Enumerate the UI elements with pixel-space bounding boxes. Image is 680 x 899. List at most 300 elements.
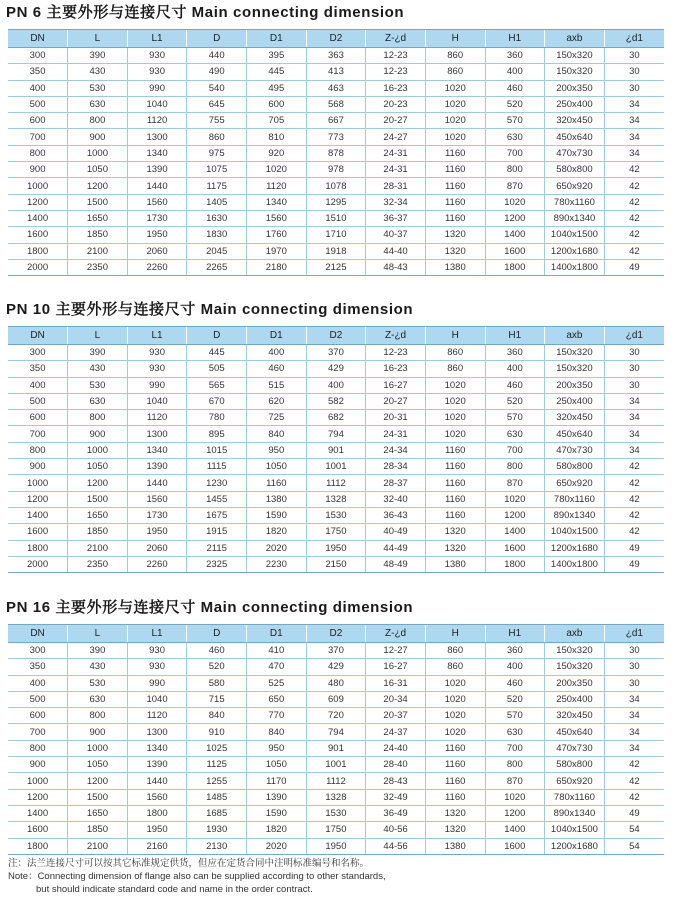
table-cell: 2180 [247, 259, 307, 275]
table-cell: 810 [247, 129, 307, 145]
table-row [8, 162, 664, 178]
table-row [8, 64, 664, 80]
table-cell: 2150 [306, 556, 366, 572]
table-cell: 1328 [306, 491, 366, 507]
table-cell: 1160 [425, 442, 485, 458]
table-row [8, 96, 664, 112]
table-cell: 650x920 [545, 773, 605, 789]
table-row [8, 361, 664, 377]
table-cell: 800 [8, 442, 68, 458]
table-cell: 150x320 [545, 48, 605, 64]
table-cell: 800 [68, 410, 128, 426]
table-cell: 520 [485, 96, 545, 112]
table-row [8, 259, 664, 275]
table-cell: 900 [8, 459, 68, 475]
table-cell: 645 [187, 96, 247, 112]
table-cell: 300 [8, 48, 68, 64]
table-cell: 1600 [485, 540, 545, 556]
table-cell: 800 [485, 162, 545, 178]
table-cell: 870 [485, 773, 545, 789]
table-cell: 890x1340 [545, 210, 605, 226]
table-cell: 978 [306, 162, 366, 178]
table-cell: 1040x1500 [545, 822, 605, 838]
table-cell: 28-31 [366, 178, 426, 194]
table-cell: 1500 [68, 789, 128, 805]
table-cell: 1800 [485, 259, 545, 275]
table-cell: 20-27 [366, 393, 426, 409]
table-cell: 1020 [425, 426, 485, 442]
table-row [8, 442, 664, 458]
table-cell: 1650 [68, 507, 128, 523]
table-cell: 440 [187, 48, 247, 64]
table-cell: 150x320 [545, 659, 605, 675]
column-header: D2 [306, 625, 366, 643]
table-cell: 1115 [187, 459, 247, 475]
table-cell: 1320 [425, 805, 485, 821]
table-cell: 12-23 [366, 48, 426, 64]
dimension-table [8, 326, 664, 573]
table-row [8, 178, 664, 194]
table-cell: 530 [68, 675, 128, 691]
note-en-line1: Note：Connecting dimension of flange also can be supplied according to other standards, [8, 871, 386, 882]
table-cell: 890x1340 [545, 805, 605, 821]
table-cell: 1510 [306, 210, 366, 226]
table-cell: 720 [306, 708, 366, 724]
table-cell: 650x920 [545, 178, 605, 194]
table-cell: 570 [485, 113, 545, 129]
table-cell: 30 [604, 64, 664, 80]
table-row [8, 194, 664, 210]
table-cell: 1112 [306, 773, 366, 789]
table-cell: 1040 [127, 393, 187, 409]
table-cell: 1850 [68, 822, 128, 838]
column-header: D [187, 30, 247, 48]
table-row [8, 210, 664, 226]
table-cell: 2000 [8, 556, 68, 572]
table-cell: 1160 [425, 194, 485, 210]
table-cell: 400 [247, 345, 307, 361]
table-cell: 1020 [425, 80, 485, 96]
table-cell: 667 [306, 113, 366, 129]
table-row [8, 113, 664, 129]
table-cell: 840 [247, 426, 307, 442]
table-cell: 445 [247, 64, 307, 80]
table-cell: 1200x1680 [545, 540, 605, 556]
table-cell: 495 [247, 80, 307, 96]
table-cell: 1200 [8, 789, 68, 805]
table-cell: 1340 [127, 740, 187, 756]
table-cell: 950 [247, 740, 307, 756]
table-cell: 565 [187, 377, 247, 393]
table-cell: 1390 [127, 757, 187, 773]
table-cell: 42 [604, 507, 664, 523]
table-cell: 780 [187, 410, 247, 426]
table-cell: 400 [306, 377, 366, 393]
table-cell: 800 [8, 740, 68, 756]
table-cell: 430 [68, 64, 128, 80]
table-cell: 525 [247, 675, 307, 691]
table-cell: 1078 [306, 178, 366, 194]
table-row [8, 540, 664, 556]
table-cell: 250x400 [545, 691, 605, 707]
table-cell: 450x640 [545, 129, 605, 145]
table-cell: 505 [187, 361, 247, 377]
table-cell: 24-34 [366, 442, 426, 458]
column-header: ¿d1 [604, 30, 664, 48]
table-cell: 570 [485, 410, 545, 426]
table-cell: 1020 [485, 789, 545, 805]
table-cell: 1650 [68, 805, 128, 821]
table-cell: 540 [187, 80, 247, 96]
table-cell: 1300 [127, 426, 187, 442]
table-row [8, 675, 664, 691]
table-cell: 370 [306, 643, 366, 659]
table-cell: 900 [8, 757, 68, 773]
table-cell: 350 [8, 64, 68, 80]
table-cell: 24-31 [366, 426, 426, 442]
table-cell: 28-34 [366, 459, 426, 475]
table-cell: 650 [247, 691, 307, 707]
table-cell: 1160 [425, 740, 485, 756]
table-cell: 2000 [8, 259, 68, 275]
table-row [8, 691, 664, 707]
table-cell: 42 [604, 194, 664, 210]
table-cell: 32-49 [366, 789, 426, 805]
section-title: PN 16 主要外形与连接尺寸 Main connecting dimension [6, 599, 414, 616]
table-cell: 30 [604, 48, 664, 64]
column-header: DN [8, 625, 68, 643]
table-cell: 1340 [247, 194, 307, 210]
table-cell: 1020 [425, 377, 485, 393]
table-cell: 1950 [306, 540, 366, 556]
column-header: Z-¿d [366, 327, 426, 345]
table-cell: 1320 [425, 243, 485, 259]
table-cell: 1950 [306, 838, 366, 854]
table-cell: 1200 [8, 194, 68, 210]
table-cell: 34 [604, 96, 664, 112]
table-cell: 901 [306, 740, 366, 756]
table-cell: 930 [127, 361, 187, 377]
table-cell: 1160 [425, 491, 485, 507]
table-cell: 1050 [68, 757, 128, 773]
table-row [8, 145, 664, 161]
table-cell: 1530 [306, 805, 366, 821]
column-header: L1 [127, 30, 187, 48]
table-cell: 1320 [425, 524, 485, 540]
table-cell: 1800 [485, 556, 545, 572]
table-cell: 1800 [127, 805, 187, 821]
table-cell: 49 [604, 556, 664, 572]
table-cell: 460 [187, 643, 247, 659]
table-cell: 34 [604, 145, 664, 161]
table-cell: 1200x1680 [545, 243, 605, 259]
table-cell: 1075 [187, 162, 247, 178]
table-cell: 1380 [425, 838, 485, 854]
table-cell: 700 [8, 426, 68, 442]
table-cell: 860 [425, 48, 485, 64]
table-cell: 460 [485, 80, 545, 96]
table-cell: 1730 [127, 210, 187, 226]
table-cell: 878 [306, 145, 366, 161]
table-cell: 16-27 [366, 659, 426, 675]
table-cell: 150x320 [545, 361, 605, 377]
column-header: L [68, 327, 128, 345]
table-cell: 2020 [247, 838, 307, 854]
column-header: D [187, 625, 247, 643]
table-cell: 500 [8, 96, 68, 112]
table-cell: 609 [306, 691, 366, 707]
table-cell: 1970 [247, 243, 307, 259]
table-cell: 34 [604, 442, 664, 458]
table-cell: 630 [68, 393, 128, 409]
table-cell: 530 [68, 377, 128, 393]
table-cell: 1750 [306, 822, 366, 838]
column-header: DN [8, 30, 68, 48]
table-cell: 390 [68, 643, 128, 659]
table-cell: 930 [127, 659, 187, 675]
table-cell: 36-43 [366, 507, 426, 523]
table-cell: 794 [306, 724, 366, 740]
column-header: L [68, 625, 128, 643]
table-cell: 30 [604, 361, 664, 377]
table-cell: 34 [604, 410, 664, 426]
table-row [8, 243, 664, 259]
table-cell: 1800 [8, 540, 68, 556]
table-cell: 12-23 [366, 345, 426, 361]
table-cell: 300 [8, 345, 68, 361]
table-cell: 800 [485, 459, 545, 475]
table-cell: 1400 [485, 524, 545, 540]
table-cell: 42 [604, 757, 664, 773]
table-cell: 860 [425, 361, 485, 377]
table-cell: 400 [8, 675, 68, 691]
column-header: L [68, 30, 128, 48]
table-cell: 1255 [187, 773, 247, 789]
table-cell: 2100 [68, 540, 128, 556]
table-cell: 395 [247, 48, 307, 64]
table-cell: 2020 [247, 540, 307, 556]
table-cell: 1160 [425, 459, 485, 475]
table-cell: 860 [187, 129, 247, 145]
table-cell: 2115 [187, 540, 247, 556]
table-cell: 580x800 [545, 162, 605, 178]
table-cell: 1000 [68, 740, 128, 756]
section-title: PN 10 主要外形与连接尺寸 Main connecting dimension [6, 301, 414, 318]
table-cell: 1918 [306, 243, 366, 259]
table-cell: 1560 [127, 491, 187, 507]
table-row [8, 377, 664, 393]
table-cell: 500 [8, 393, 68, 409]
table-cell: 580x800 [545, 757, 605, 773]
table-cell: 42 [604, 178, 664, 194]
header-row [8, 327, 664, 345]
dimension-table [8, 624, 664, 855]
table-cell: 930 [127, 48, 187, 64]
table-cell: 570 [485, 708, 545, 724]
column-header: Z-¿d [366, 625, 426, 643]
table-cell: 480 [306, 675, 366, 691]
table-cell: 42 [604, 475, 664, 491]
table-cell: 460 [485, 377, 545, 393]
table-cell: 630 [485, 426, 545, 442]
table-cell: 1380 [247, 491, 307, 507]
table-cell: 34 [604, 708, 664, 724]
table-row [8, 789, 664, 805]
table-cell: 1950 [127, 524, 187, 540]
table-cell: 600 [8, 410, 68, 426]
table-cell: 1830 [187, 227, 247, 243]
table-row [8, 507, 664, 523]
table-cell: 600 [8, 113, 68, 129]
table-cell: 1020 [425, 129, 485, 145]
table-cell: 48-49 [366, 556, 426, 572]
table-cell: 42 [604, 243, 664, 259]
table-cell: 1050 [247, 757, 307, 773]
table-cell: 1710 [306, 227, 366, 243]
table-cell: 2125 [306, 259, 366, 275]
table-cell: 42 [604, 162, 664, 178]
table-cell: 1000 [68, 145, 128, 161]
table-row [8, 757, 664, 773]
table-row [8, 410, 664, 426]
table-cell: 1040 [127, 691, 187, 707]
table-cell: 360 [485, 643, 545, 659]
table-cell: 1390 [127, 459, 187, 475]
table-cell: 582 [306, 393, 366, 409]
table-cell: 1455 [187, 491, 247, 507]
section-title: PN 6 主要外形与连接尺寸 Main connecting dimension [6, 4, 405, 21]
table-cell: 320x450 [545, 708, 605, 724]
table-cell: 930 [127, 345, 187, 361]
table-cell: 1020 [425, 708, 485, 724]
column-header: D1 [247, 30, 307, 48]
column-header: H1 [485, 327, 545, 345]
table-cell: 1160 [425, 210, 485, 226]
table-cell: 1400 [485, 822, 545, 838]
table-row [8, 227, 664, 243]
table-cell: 400 [485, 64, 545, 80]
column-header: L1 [127, 327, 187, 345]
column-header: DN [8, 327, 68, 345]
table-cell: 1400 [8, 507, 68, 523]
table-cell: 530 [68, 80, 128, 96]
table-cell: 1400 [8, 805, 68, 821]
table-cell: 1650 [68, 210, 128, 226]
table-cell: 1485 [187, 789, 247, 805]
column-header: L1 [127, 625, 187, 643]
table-cell: 250x400 [545, 96, 605, 112]
table-cell: 1950 [127, 227, 187, 243]
table-cell: 54 [604, 822, 664, 838]
table-cell: 360 [485, 48, 545, 64]
table-cell: 16-23 [366, 80, 426, 96]
table-cell: 1600 [8, 227, 68, 243]
table-cell: 40-49 [366, 524, 426, 540]
table-cell: 429 [306, 361, 366, 377]
table-cell: 150x320 [545, 64, 605, 80]
table-cell: 390 [68, 345, 128, 361]
table-cell: 1390 [247, 789, 307, 805]
table-row [8, 524, 664, 540]
table-cell: 515 [247, 377, 307, 393]
pn6-section [8, 3, 664, 276]
column-header: axb [545, 30, 605, 48]
table-cell: 24-27 [366, 129, 426, 145]
table-cell: 1120 [127, 410, 187, 426]
table-cell: 450x640 [545, 724, 605, 740]
table-cell: 430 [68, 361, 128, 377]
column-header: D2 [306, 30, 366, 48]
table-cell: 2130 [187, 838, 247, 854]
table-cell: 49 [604, 259, 664, 275]
table-row [8, 48, 664, 64]
table-row [8, 129, 664, 145]
table-cell: 975 [187, 145, 247, 161]
table-row [8, 659, 664, 675]
table-cell: 44-56 [366, 838, 426, 854]
table-cell: 40-37 [366, 227, 426, 243]
table-cell: 1200 [68, 773, 128, 789]
header-row [8, 625, 664, 643]
table-row [8, 475, 664, 491]
table-cell: 2260 [127, 556, 187, 572]
table-cell: 49 [604, 540, 664, 556]
table-cell: 34 [604, 113, 664, 129]
table-cell: 840 [187, 708, 247, 724]
table-cell: 1020 [485, 194, 545, 210]
table-cell: 445 [187, 345, 247, 361]
table-cell: 36-49 [366, 805, 426, 821]
table-cell: 24-31 [366, 162, 426, 178]
column-header: D [187, 327, 247, 345]
table-cell: 40-56 [366, 822, 426, 838]
table-cell: 24-31 [366, 145, 426, 161]
table-cell: 600 [8, 708, 68, 724]
table-cell: 1320 [425, 822, 485, 838]
table-cell: 44-49 [366, 540, 426, 556]
table-cell: 24-37 [366, 724, 426, 740]
table-cell: 16-31 [366, 675, 426, 691]
table-cell: 682 [306, 410, 366, 426]
table-cell: 400 [8, 80, 68, 96]
table-cell: 28-37 [366, 475, 426, 491]
table-cell: 1675 [187, 507, 247, 523]
table-cell: 350 [8, 659, 68, 675]
table-cell: 780x1160 [545, 789, 605, 805]
table-cell: 34 [604, 740, 664, 756]
table-cell: 620 [247, 393, 307, 409]
column-header: D2 [306, 327, 366, 345]
column-header: ¿d1 [604, 327, 664, 345]
table-cell: 700 [485, 442, 545, 458]
table-cell: 520 [187, 659, 247, 675]
table-cell: 860 [425, 64, 485, 80]
table-cell: 1020 [425, 96, 485, 112]
table-cell: 755 [187, 113, 247, 129]
table-cell: 410 [247, 643, 307, 659]
table-cell: 1340 [127, 442, 187, 458]
table-cell: 520 [485, 393, 545, 409]
table-cell: 360 [485, 345, 545, 361]
table-cell: 1600 [8, 524, 68, 540]
table-cell: 1440 [127, 475, 187, 491]
table-cell: 400 [485, 361, 545, 377]
table-cell: 1120 [127, 113, 187, 129]
table-cell: 780x1160 [545, 194, 605, 210]
table-cell: 28-43 [366, 773, 426, 789]
table-cell: 1000 [8, 773, 68, 789]
table-cell: 870 [485, 475, 545, 491]
